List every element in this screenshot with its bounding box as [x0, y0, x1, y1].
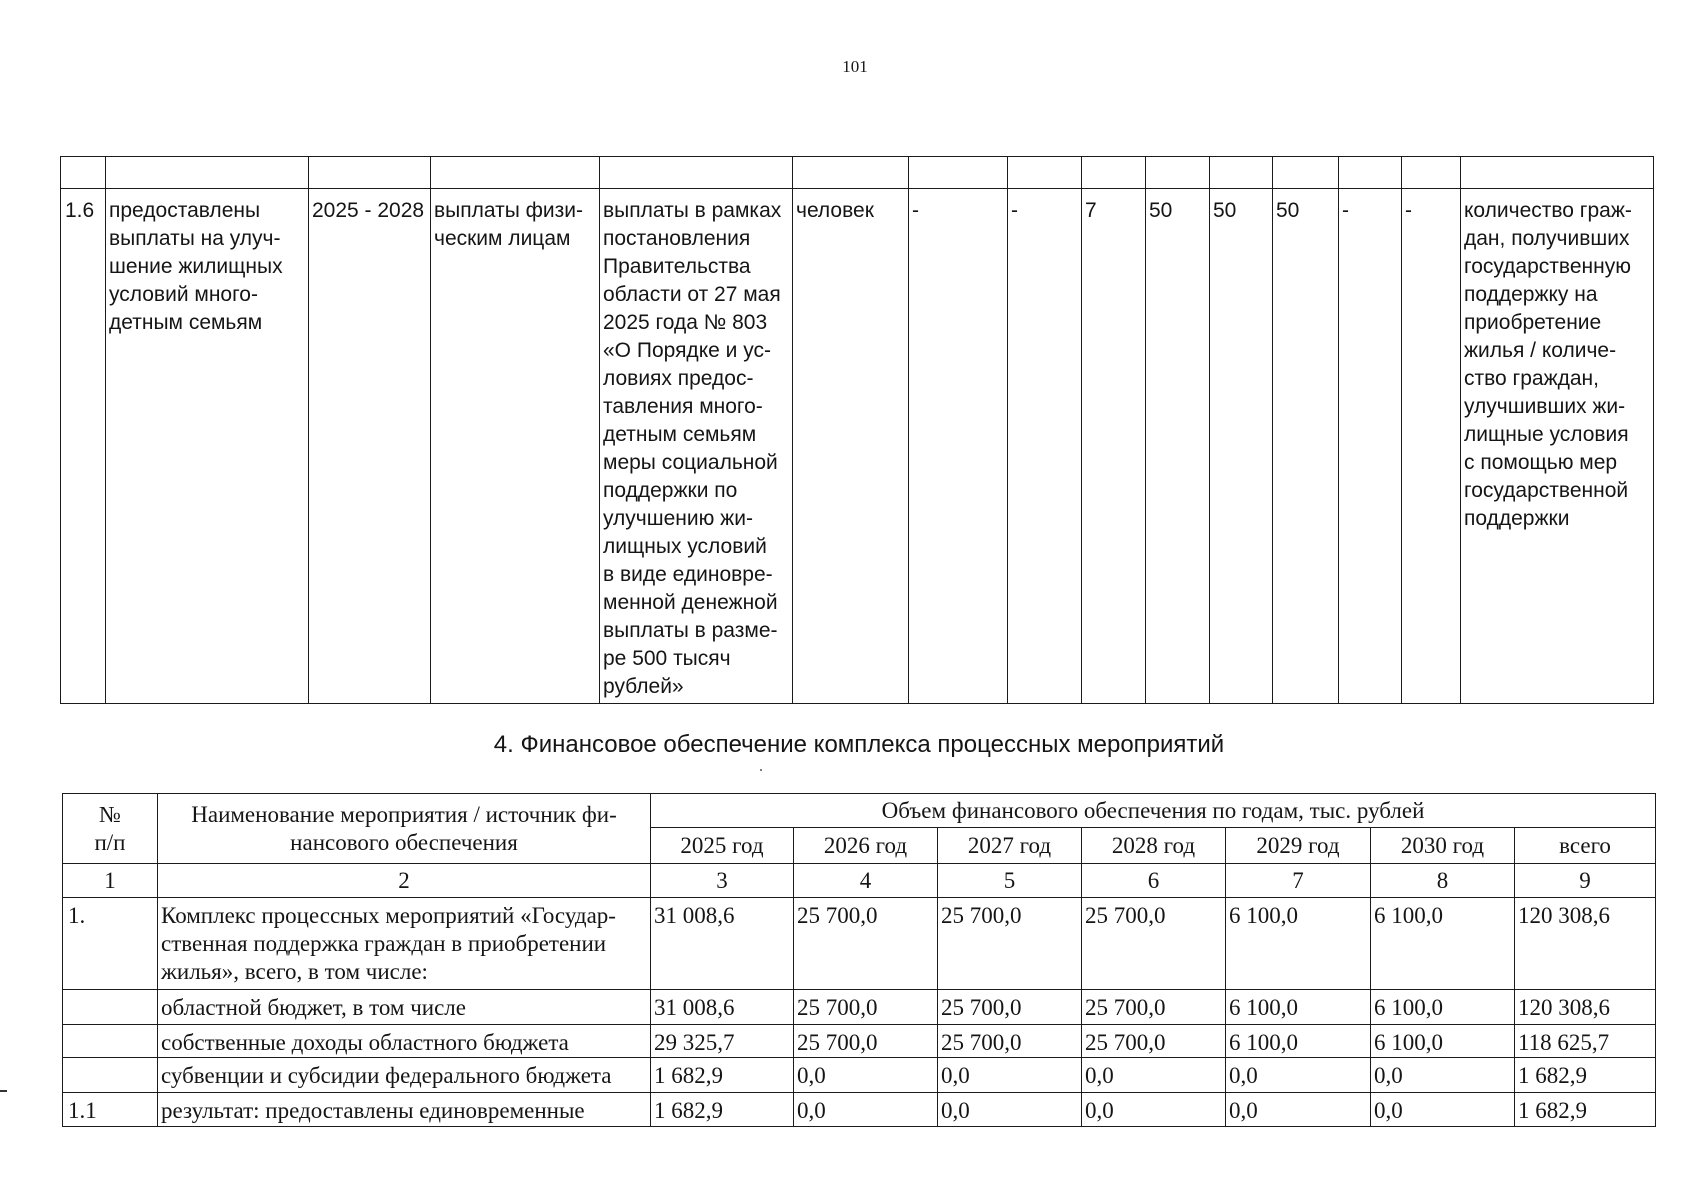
row-name-cell: Комплекс процессных мероприятий «Государ- ственная поддержка граждан в приобретении жилья», всего, в том числе: — [158, 898, 651, 990]
value-cell-2025: 1 682,9 — [651, 1093, 794, 1127]
value-cell-2030: 0,0 — [1371, 1058, 1515, 1093]
value-cell-2025: 31 008,6 — [651, 898, 794, 990]
table-row — [63, 990, 1656, 1025]
header-cell — [309, 157, 431, 189]
value-cell-2028: 0,0 — [1082, 1093, 1226, 1127]
period-cell: 2025 - 2028 — [309, 189, 431, 704]
value-cell-total: 1 682,9 — [1515, 1058, 1656, 1093]
header-cell — [1210, 157, 1273, 189]
value-cell-2028: 25 700,0 — [1082, 990, 1226, 1025]
column-index-cell: 4 — [794, 864, 938, 898]
section-title: 4. Финансовое обеспечение комплекса процессных мероприятий — [493, 731, 1225, 758]
value-cell-1: - — [909, 189, 1008, 704]
indicator-cell: количество граж- дан, получивших государственную поддержку на приобретение жилья / количе- ство граждан, улучшивших жи- лищные условия с помощью мер государственной поддержки — [1461, 189, 1654, 704]
header-cell — [1339, 157, 1402, 189]
value-cell-2025: 29 325,7 — [651, 1025, 794, 1058]
value-cell-2025: 31 008,6 — [651, 990, 794, 1025]
event-type-cell: выплаты физи- ческим лицам — [431, 189, 600, 704]
row-number-cell — [63, 990, 158, 1025]
column-index-cell: 2 — [158, 864, 651, 898]
table-row — [63, 1058, 1656, 1093]
column-index-cell: 8 — [1371, 864, 1515, 898]
table-row — [63, 898, 1656, 990]
value-cell-4: 50 — [1146, 189, 1210, 704]
header-cell — [1402, 157, 1461, 189]
value-cell-2027: 25 700,0 — [938, 990, 1082, 1025]
column-header-year-2027: 2027 год — [938, 828, 1082, 864]
column-header-year-2026: 2026 год — [794, 828, 938, 864]
column-index-cell: 7 — [1226, 864, 1371, 898]
header-cell — [431, 157, 600, 189]
value-cell-2028: 25 700,0 — [1082, 898, 1226, 990]
column-index-cell: 6 — [1082, 864, 1226, 898]
header-cell — [600, 157, 793, 189]
value-cell-total: 120 308,6 — [1515, 990, 1656, 1025]
row-name-cell: областной бюджет, в том числе — [158, 990, 651, 1025]
value-cell-2029: 0,0 — [1226, 1093, 1371, 1127]
header-cell — [909, 157, 1008, 189]
value-cell-2027: 25 700,0 — [938, 1025, 1082, 1058]
finance-table — [62, 793, 1656, 1127]
value-cell-2029: 6 100,0 — [1226, 990, 1371, 1025]
row-name-cell: собственные доходы областного бюджета — [158, 1025, 651, 1058]
activities-table — [60, 156, 1654, 704]
value-cell-8: - — [1402, 189, 1461, 704]
event-description-cell: выплаты в рамках постановления Правительства области от 27 мая 2025 года № 803 «О Порядке и ус- ловиях предос- тавления много- детным семьям меры социальной поддержки по улучшению жи- лищных условий в виде единовре- менной денежной выплаты в разме- ре 500 тысяч рублей» — [600, 189, 793, 704]
page-number: 101 — [842, 57, 868, 76]
row-number-cell: 1.6 — [61, 189, 106, 704]
value-cell-2030: 6 100,0 — [1371, 898, 1515, 990]
scan-speck — [760, 769, 762, 771]
value-cell-3: 7 — [1082, 189, 1146, 704]
value-cell-6: 50 — [1273, 189, 1339, 704]
value-cell-2026: 0,0 — [794, 1058, 938, 1093]
table-row — [63, 1093, 1656, 1127]
row-number-cell — [63, 1025, 158, 1058]
column-index-cell: 5 — [938, 864, 1082, 898]
column-index-cell: 1 — [63, 864, 158, 898]
header-cell — [61, 157, 106, 189]
value-cell-2025: 1 682,9 — [651, 1058, 794, 1093]
column-index-row — [63, 864, 1656, 898]
table-row — [61, 189, 1654, 704]
column-header-year-2025: 2025 год — [651, 828, 794, 864]
column-header-number: № п/п — [63, 794, 158, 864]
header-cell — [793, 157, 909, 189]
scan-edge-mark — [0, 1090, 7, 1092]
value-cell-2030: 6 100,0 — [1371, 990, 1515, 1025]
value-cell-2026: 0,0 — [794, 1093, 938, 1127]
unit-cell: человек — [793, 189, 909, 704]
value-cell-2026: 25 700,0 — [794, 990, 938, 1025]
value-cell-2029: 0,0 — [1226, 1058, 1371, 1093]
value-cell-2030: 0,0 — [1371, 1093, 1515, 1127]
value-cell-2030: 6 100,0 — [1371, 1025, 1515, 1058]
row-name-cell: субвенции и субсидии федерального бюджета — [158, 1058, 651, 1093]
value-cell-7: - — [1339, 189, 1402, 704]
value-cell-2026: 25 700,0 — [794, 898, 938, 990]
value-cell-2027: 25 700,0 — [938, 898, 1082, 990]
table-header-row — [63, 794, 1656, 828]
row-number-cell: 1.1 — [63, 1093, 158, 1127]
column-header-year-2028: 2028 год — [1082, 828, 1226, 864]
value-cell-2027: 0,0 — [938, 1093, 1082, 1127]
column-header-year-2029: 2029 год — [1226, 828, 1371, 864]
table-row — [63, 1025, 1656, 1058]
column-header-total: всего — [1515, 828, 1656, 864]
value-cell-2027: 0,0 — [938, 1058, 1082, 1093]
header-cell — [1146, 157, 1210, 189]
header-cell — [106, 157, 309, 189]
table-header-row — [61, 157, 1654, 189]
value-cell-total: 120 308,6 — [1515, 898, 1656, 990]
column-index-cell: 9 — [1515, 864, 1656, 898]
value-cell-2028: 25 700,0 — [1082, 1025, 1226, 1058]
row-name-cell: результат: предоставлены единовременные — [158, 1093, 651, 1127]
column-header-funding-volume: Объем финансового обеспечения по годам, тыс. рублей — [651, 794, 1656, 828]
value-cell-total: 118 625,7 — [1515, 1025, 1656, 1058]
header-cell — [1082, 157, 1146, 189]
value-cell-2029: 6 100,0 — [1226, 1025, 1371, 1058]
value-cell-2026: 25 700,0 — [794, 1025, 938, 1058]
header-cell — [1461, 157, 1654, 189]
row-number-cell — [63, 1058, 158, 1093]
value-cell-total: 1 682,9 — [1515, 1093, 1656, 1127]
header-cell — [1008, 157, 1082, 189]
column-header-year-2030: 2030 год — [1371, 828, 1515, 864]
header-cell — [1273, 157, 1339, 189]
row-number-cell: 1. — [63, 898, 158, 990]
value-cell-2029: 6 100,0 — [1226, 898, 1371, 990]
value-cell-2: - — [1008, 189, 1082, 704]
task-cell: предоставлены выплаты на улуч- шение жилищных условий много- детным семьям — [106, 189, 309, 704]
value-cell-5: 50 — [1210, 189, 1273, 704]
column-index-cell: 3 — [651, 864, 794, 898]
value-cell-2028: 0,0 — [1082, 1058, 1226, 1093]
column-header-name: Наименование мероприятия / источник фи- нансового обеспечения — [158, 794, 651, 864]
